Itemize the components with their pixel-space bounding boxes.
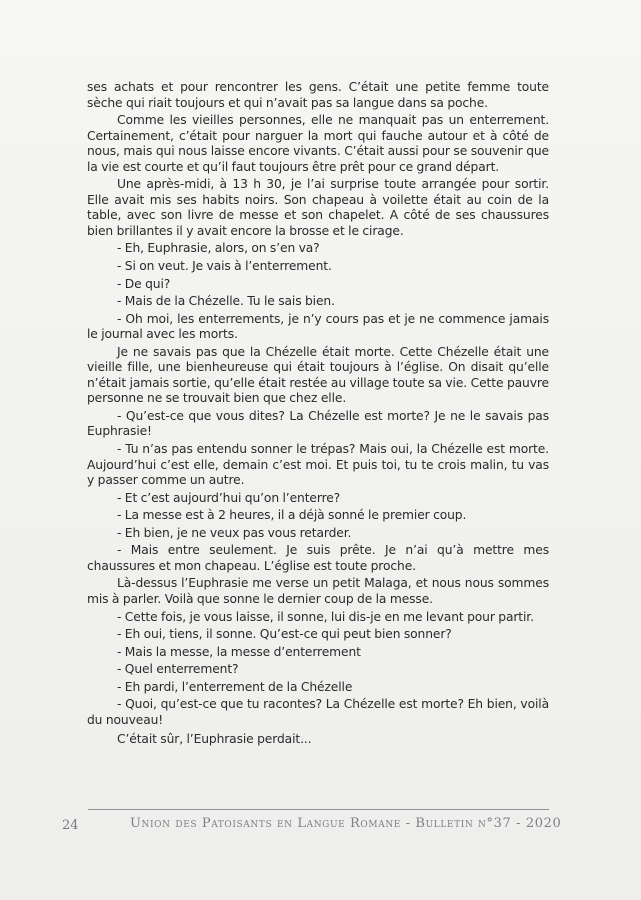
dialogue-line: - Eh bien, je ne veux pas vous retarder. (117, 525, 352, 540)
paragraph: Je ne savais pas que la Chézelle était morte. Cette Chézelle était une vieille fille, une bienheureuse qui était toujours à l’église. On disait qu’elle n’était jamais sortie, qu’elle était restée au village toute sa vie. Cette pauvre personne ne se trouvait bien que chez elle. (87, 344, 549, 406)
paragraph: ses achats et pour rencontrer les gens. C’était une petite femme toute sèche qui riait toujours et qui n’avait pas sa langue dans sa poche. (87, 80, 549, 110)
dialogue-line: - Qu’est-ce que vous dites? La Chézelle est morte? Je ne le savais pas Euphrasie! (87, 408, 549, 439)
dialogue-line: - Et c’est aujourd’hui qu’on l’enterre? (117, 490, 341, 505)
footer-publication-title: Union des Patoisants en Langue Romane - Bulletin n°37 - 2020 (130, 816, 562, 831)
dialogue-line: - Cette fois, je vous laisse, il sonne, lui dis-je en me levant pour partir. (117, 609, 534, 624)
dialogue-line: - Eh, Euphrasie, alors, on s’en va? (117, 241, 320, 256)
dialogue-line: - Mais la messe, la messe d’enterrement (117, 644, 361, 659)
dialogue-line: - Tu n’as pas entendu sonner le trépas? Mais oui, la Chézelle est morte. Aujourd’hui c’est elle, demain c’est moi. Et puis toi, tu te crois malin, tu vas y passer comme un autre. (87, 442, 549, 488)
dialogue-line: - Eh oui, tiens, il sonne. Qu’est-ce qui peut bien sonner? (117, 627, 452, 642)
page-number: 24 (62, 818, 79, 833)
body-text (87, 80, 549, 750)
dialogue-line: - Mais entre seulement. Je suis prête. Je n’ai qu’à mettre mes chaussures et mon chapeau. L’église est toute proche. (87, 543, 549, 573)
paragraph: Une après-midi, à 13 h 30, je l’ai surprise toute arrangée pour sortir. Elle avait mis ses habits noirs. Son chapeau à voilette était au coin de la table, avec son livre de messe et son chapelet. A côté de ses chaussures bien brillantes il y avait encore la brosse et le cirage. (87, 177, 549, 238)
footer-divider (88, 809, 549, 810)
dialogue-line: - Si on veut. Je vais à l’enterrement. (117, 259, 332, 274)
closing-line: C’était sûr, l’Euphrasie perdait... (117, 732, 312, 747)
paragraph: Comme les vieilles personnes, elle ne manquait pas un enterrement. Certainement, c’était pour narguer la mort qui fauche autour et à côté de nous, mais qui nous laisse encore vivants. C’était aussi pour se souvenir que la vie est courte et qu’il faut toujours être prêt pour ce grand départ. (87, 113, 549, 174)
dialogue-line: - Quel enterrement? (117, 662, 239, 677)
dialogue-line: - La messe est à 2 heures, il a déjà sonné le premier coup. (117, 508, 467, 523)
dialogue-line: - Eh pardi, l’enterrement de la Chézelle (117, 679, 353, 694)
paragraph: Là-dessus l’Euphrasie me verse un petit Malaga, et nous nous sommes mis à parler. Voilà que sonne le dernier coup de la messe. (87, 576, 549, 606)
dialogue-line: - Oh moi, les enterrements, je n’y cours pas et je ne commence jamais le journal avec les morts. (87, 311, 549, 342)
dialogue-line: - De qui? (117, 276, 171, 291)
dialogue-line: - Quoi, qu’est-ce que tu racontes? La Chézelle est morte? Eh bien, voilà du nouveau! (87, 697, 549, 727)
dialogue-line: - Mais de la Chézelle. Tu le sais bien. (117, 294, 335, 309)
